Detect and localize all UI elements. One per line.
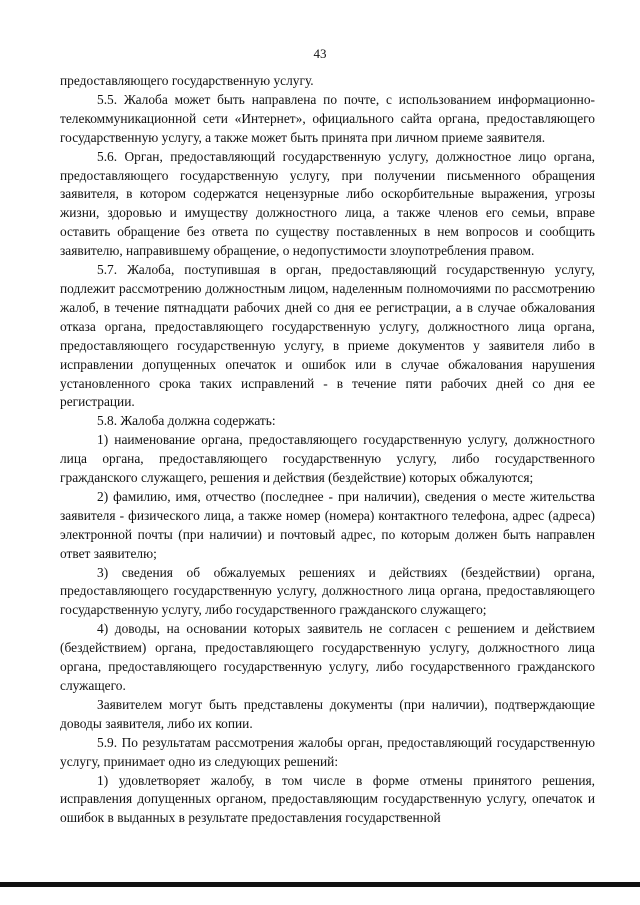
paragraph-supporting-documents: Заявителем могут быть представлены документы (при наличии), подтверждающие доводы заявителя, либо их копии. [60,696,595,731]
list-item-5-8-2: 2) фамилию, имя, отчество (последнее - при наличии), сведения о месте жительства заявителя - физического лица, а также номер (номера) контактного телефона, адрес (адреса) электронной почты (при наличии) и почтовый адрес, по которым должен быть направлен ответ заявителю; [60,488,595,561]
list-item-5-8-4: 4) доводы, на основании которых заявитель не согласен с решением и действием (бездействием) органа, предоставляющего государственную услугу, должностного лица органа, предоставляющего государственную услугу, либо государственного гражданского служащего. [60,621,595,693]
paragraph-5-7: 5.7. Жалоба, поступившая в орган, предоставляющий государственную услугу, подлежит рассмотрению должностным лицом, наделенным полномочиями по рассмотрению жалоб, в течение пятнадцати рабочих дней со дня ее регистрации, а в случае обжалования отказа органа, предоставляющего государственную услугу, должностного лица органа, предоставляющего государственную услугу, в приеме документов у заявителя либо в исправлении допущенных опечаток и ошибок или в случае обжалования нарушения установленного срока таких исправлений - в течение пяти рабочих дней со дня ее регистрации. [60,262,595,410]
document-body [60,72,595,828]
list-item-5-8-1: 1) наименование органа, предоставляющего государственную услугу, должностного лица органа, предоставляющего государственную услугу, либо государственного гражданского служащего, решения и действия (бездействие) которых обжалуются; [60,432,595,486]
paragraph-5-8: 5.8. Жалоба должна содержать: [97,413,276,429]
paragraph-5-5: 5.5. Жалоба может быть направлена по почте, с использованием информационно-телекоммуникационной сети «Интернет», официального сайта органа, предоставляющего государственную услугу, а также может быть принята при личном приеме заявителя. [60,91,595,145]
list-item-5-8-3: 3) сведения об обжалуемых решениях и действиях (бездействии) органа, предоставляющего государственную услугу, должностного лица органа, предоставляющего государственную услугу, либо государственного гражданского служащего; [60,564,595,618]
paragraph-5-6: 5.6. Орган, предоставляющий государственную услугу, должностное лицо органа, предоставляющего государственную услугу, при получении письменного обращения заявителя, в котором содержатся нецензурные либо оскорбительные выражения, угрозы жизни, здоровью и имуществу должностного лица, а также членов его семьи, вправе оставить обращение без ответа по существу поставленных в нем вопросов и сообщить заявителю, направившему обращение, о недопустимости злоупотребления правом. [60,148,595,259]
page-number: 43 [313,46,327,61]
paragraph-continuation: предоставляющего государственную услугу. [60,73,314,88]
page-bottom-divider [0,882,640,887]
list-item-5-9-1: 1) удовлетворяет жалобу, в том числе в форме отмены принятого решения, исправления допущенных органом, предоставляющим государственную услугу, опечаток и ошибок в выданных в результате предоставления государственной [60,772,595,826]
paragraph-5-9: 5.9. По результатам рассмотрения жалобы орган, предоставляющий государственную услугу, принимает одно из следующих решений: [60,734,595,769]
